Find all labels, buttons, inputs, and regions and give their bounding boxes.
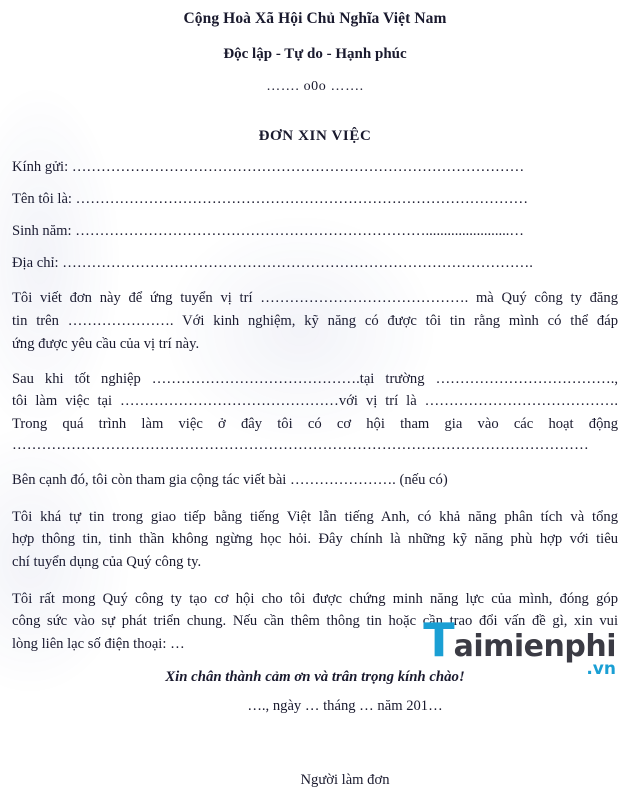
- signer-label: Người làm đơn: [300, 771, 390, 788]
- paragraph-line: Trong quá trình làm việc ở đây tôi có cơ hội tham gia vào các hoạt động: [12, 416, 618, 433]
- paragraph-line: công sức vào sự phát triển chung. Nếu cần thêm thông tin hoặc cần trao đổi vấn đề gì, xin vui: [12, 613, 618, 630]
- logo-rows: [423, 613, 616, 679]
- logo-row-domain: [423, 659, 616, 679]
- paragraph-line: hợp thông tin, tinh thần không ngừng học hỏi. Đây chính là những kỹ năng phù hợp với tiêu: [12, 531, 618, 548]
- paragraph-line: Tôi viết đơn này để ứng tuyển vị trí ……………………………………. mà Quý công ty đăng: [12, 290, 618, 307]
- logo-domain-suffix: .vn: [586, 659, 616, 679]
- date-line: …., ngày … tháng … năm 201…: [247, 697, 443, 714]
- paragraph-apply-position: [12, 288, 618, 354]
- paragraph-line: tôi làm việc tại ………………………………………với vị trí là ………………………………….: [12, 393, 618, 410]
- header-separator: ……. o0o …….: [266, 78, 364, 94]
- national-motto: Độc lập - Tự do - Hạnh phúc: [223, 45, 407, 62]
- paragraph-line: Tôi khá tự tin trong giao tiếp bằng tiếng Việt lẫn tiếng Anh, có khả năng phân tích và tổng: [12, 508, 618, 525]
- field-recipient-label: Kính gửi:: [12, 158, 69, 175]
- taimienphi-logo: [423, 613, 616, 679]
- logo-wordmark: aimienphi: [453, 629, 616, 664]
- paragraph-line: ứng được yêu cầu của vị trí này.: [12, 335, 200, 352]
- paragraph-line: tin trên …………………. Với kinh nghiệm, kỹ năng có được tôi tin rằng mình có thể đáp: [12, 313, 618, 330]
- paragraph-line: Tôi rất mong Quý công ty tạo cơ hội cho tôi được chứng minh năng lực của mình, đóng góp: [12, 590, 618, 607]
- paragraph-skills: [12, 507, 618, 573]
- field-birthyear-label: Sinh năm:: [12, 222, 72, 239]
- paragraph-line: Bên cạnh đó, tôi còn tham gia cộng tác viết bài …………………. (nếu có): [12, 471, 448, 488]
- paragraph-line: chí tuyển dụng của Quý công ty.: [12, 553, 202, 570]
- field-recipient: [12, 158, 618, 177]
- paragraph-line: Sau khi tốt nghiệp …………………………………….tại trường ……………………………….,: [12, 370, 618, 387]
- paragraph-line: ………………………………………………………………………………………………………: [12, 436, 589, 453]
- national-title: Cộng Hoà Xã Hội Chủ Nghĩa Việt Nam: [183, 10, 447, 27]
- field-address-dots: …………………………………………………………………………………….: [62, 254, 533, 271]
- paragraph-line: lòng liên lạc số điện thoại: …: [12, 636, 185, 653]
- document-title: ĐƠN XIN VIỆC: [258, 127, 372, 144]
- field-name: [12, 190, 618, 209]
- field-address-label: Địa chỉ:: [12, 254, 59, 271]
- field-birthyear: [12, 222, 618, 241]
- logo-t-icon: T: [423, 613, 454, 667]
- field-address: [12, 254, 618, 273]
- field-name-label: Tên tôi là:: [12, 190, 72, 207]
- paragraph-extra-activity: [12, 470, 618, 491]
- field-recipient-dots: …………………………………………………………………………………: [71, 158, 525, 175]
- closing-statement: Xin chân thành cảm ơn và trân trọng kính chào!: [165, 668, 465, 685]
- field-name-dots: …………………………………………………………………………………: [75, 190, 529, 207]
- field-birthyear-dots: ……………………………………………………………….......................…: [75, 222, 525, 239]
- paragraph-education-experience: [12, 369, 618, 454]
